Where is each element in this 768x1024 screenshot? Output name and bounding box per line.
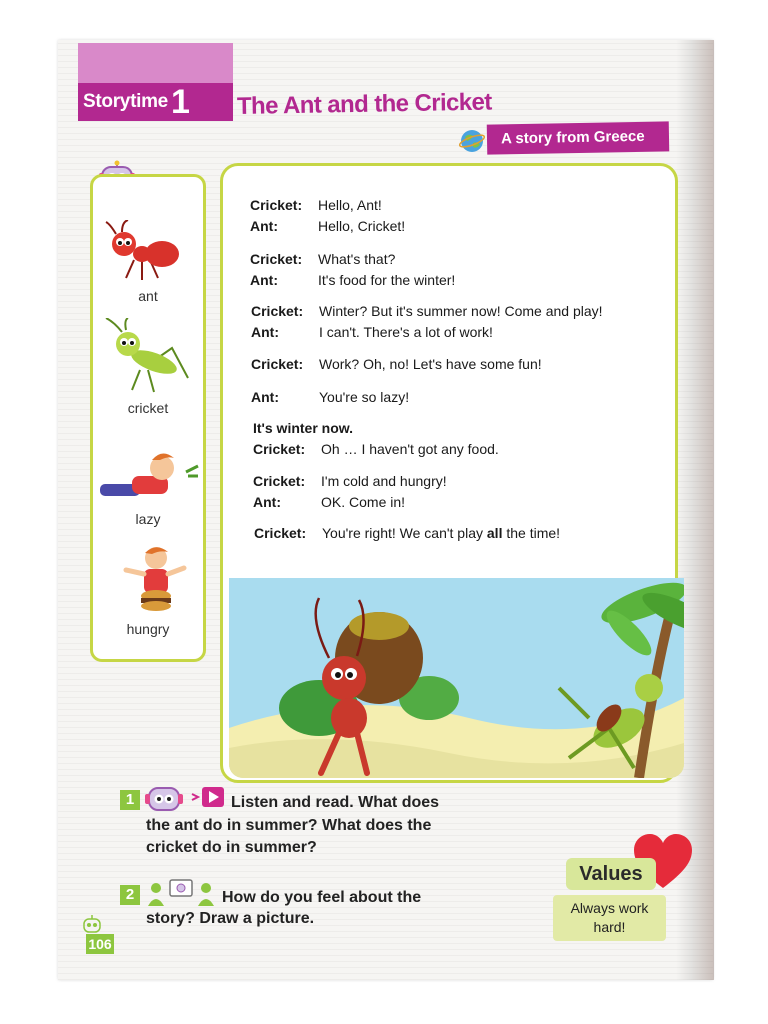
story-title: The Ant and the Cricket [236,88,492,120]
activity-1-line-3: cricket do in summer? [146,839,317,856]
speaker-label: Ant: [251,389,279,405]
dialogue-text: Hello, Cricket! [318,218,406,234]
speaker-label: Ant: [250,272,278,288]
storytime-number: 1 [170,83,190,121]
dialogue-text: I can't. There's a lot of work! [319,324,493,340]
dialogue-text: OK. Come in! [321,494,406,510]
dialogue-text: I'm cold and hungry! [321,473,447,489]
vocab-word-cricket: cricket [127,400,169,416]
storytime-banner [78,83,233,121]
dialogue-text: Oh … I haven't got any food. [321,441,499,457]
dialogue-text-part: You're right! We can't play [322,525,487,541]
vocab-word-lazy: lazy [135,511,161,527]
vocab-word-hungry: hungry [126,621,170,637]
values-message-line: hard! [593,919,626,935]
story-origin-banner: A story from Greece [487,121,669,154]
values-message [553,895,666,941]
speaker-label: Cricket: [251,303,304,319]
cricket-icon [102,318,192,398]
storytime-label: Storytime [83,91,168,112]
globe-icon [459,128,485,154]
header-tab-top [78,43,233,83]
pair-work-icon [146,878,216,908]
speaker-label: Cricket: [251,356,304,372]
lazy-boy-icon [98,446,200,506]
activity-2-line-1: How do you feel about the [222,889,422,906]
speaker-label: Ant: [251,324,279,340]
activity-2-line-2: story? Draw a picture. [146,910,315,927]
dialogue-text-emphasis: all [486,525,503,541]
speaker-label: Cricket: [253,473,306,489]
dialogue-text: You're so lazy! [319,389,410,405]
speaker-label: Cricket: [250,197,303,213]
ant-icon [104,220,182,284]
hungry-boy-icon [120,544,190,616]
robot-small-icon [82,914,102,934]
dialogue-text: What's that? [318,251,396,267]
activity-1-line-2: the ant do in summer? What does the [146,817,432,834]
narration: It's winter now. [253,420,354,436]
dialogue-text: Hello, Ant! [318,197,382,213]
play-video-icon [190,786,226,808]
activity-1-line-1: Listen and read. What does [231,794,440,811]
speaker-label: Cricket: [250,251,303,267]
activity-number-2: 2 [120,885,140,905]
values-heading: Values [566,858,656,890]
dialogue-text: Work? Oh, no! Let's have some fun! [319,356,542,372]
speaker-label: Ant: [250,218,278,234]
activity-number-1: 1 [120,790,140,810]
vocab-word-ant: ant [138,288,158,304]
speaker-label: Ant: [253,494,281,510]
speaker-label: Cricket: [253,441,306,457]
speaker-label: Cricket: [254,525,307,541]
dialogue-text-part: the time! [502,525,561,541]
dialogue-text: Winter? But it's summer now! Come and play! [319,303,603,319]
story-illustration [229,578,684,778]
page-number: 106 [86,934,114,954]
robot-listen-icon [144,782,184,814]
dialogue-text [322,525,560,541]
values-message-line: Always work [570,900,649,916]
dialogue-text: It's food for the winter! [318,272,456,288]
